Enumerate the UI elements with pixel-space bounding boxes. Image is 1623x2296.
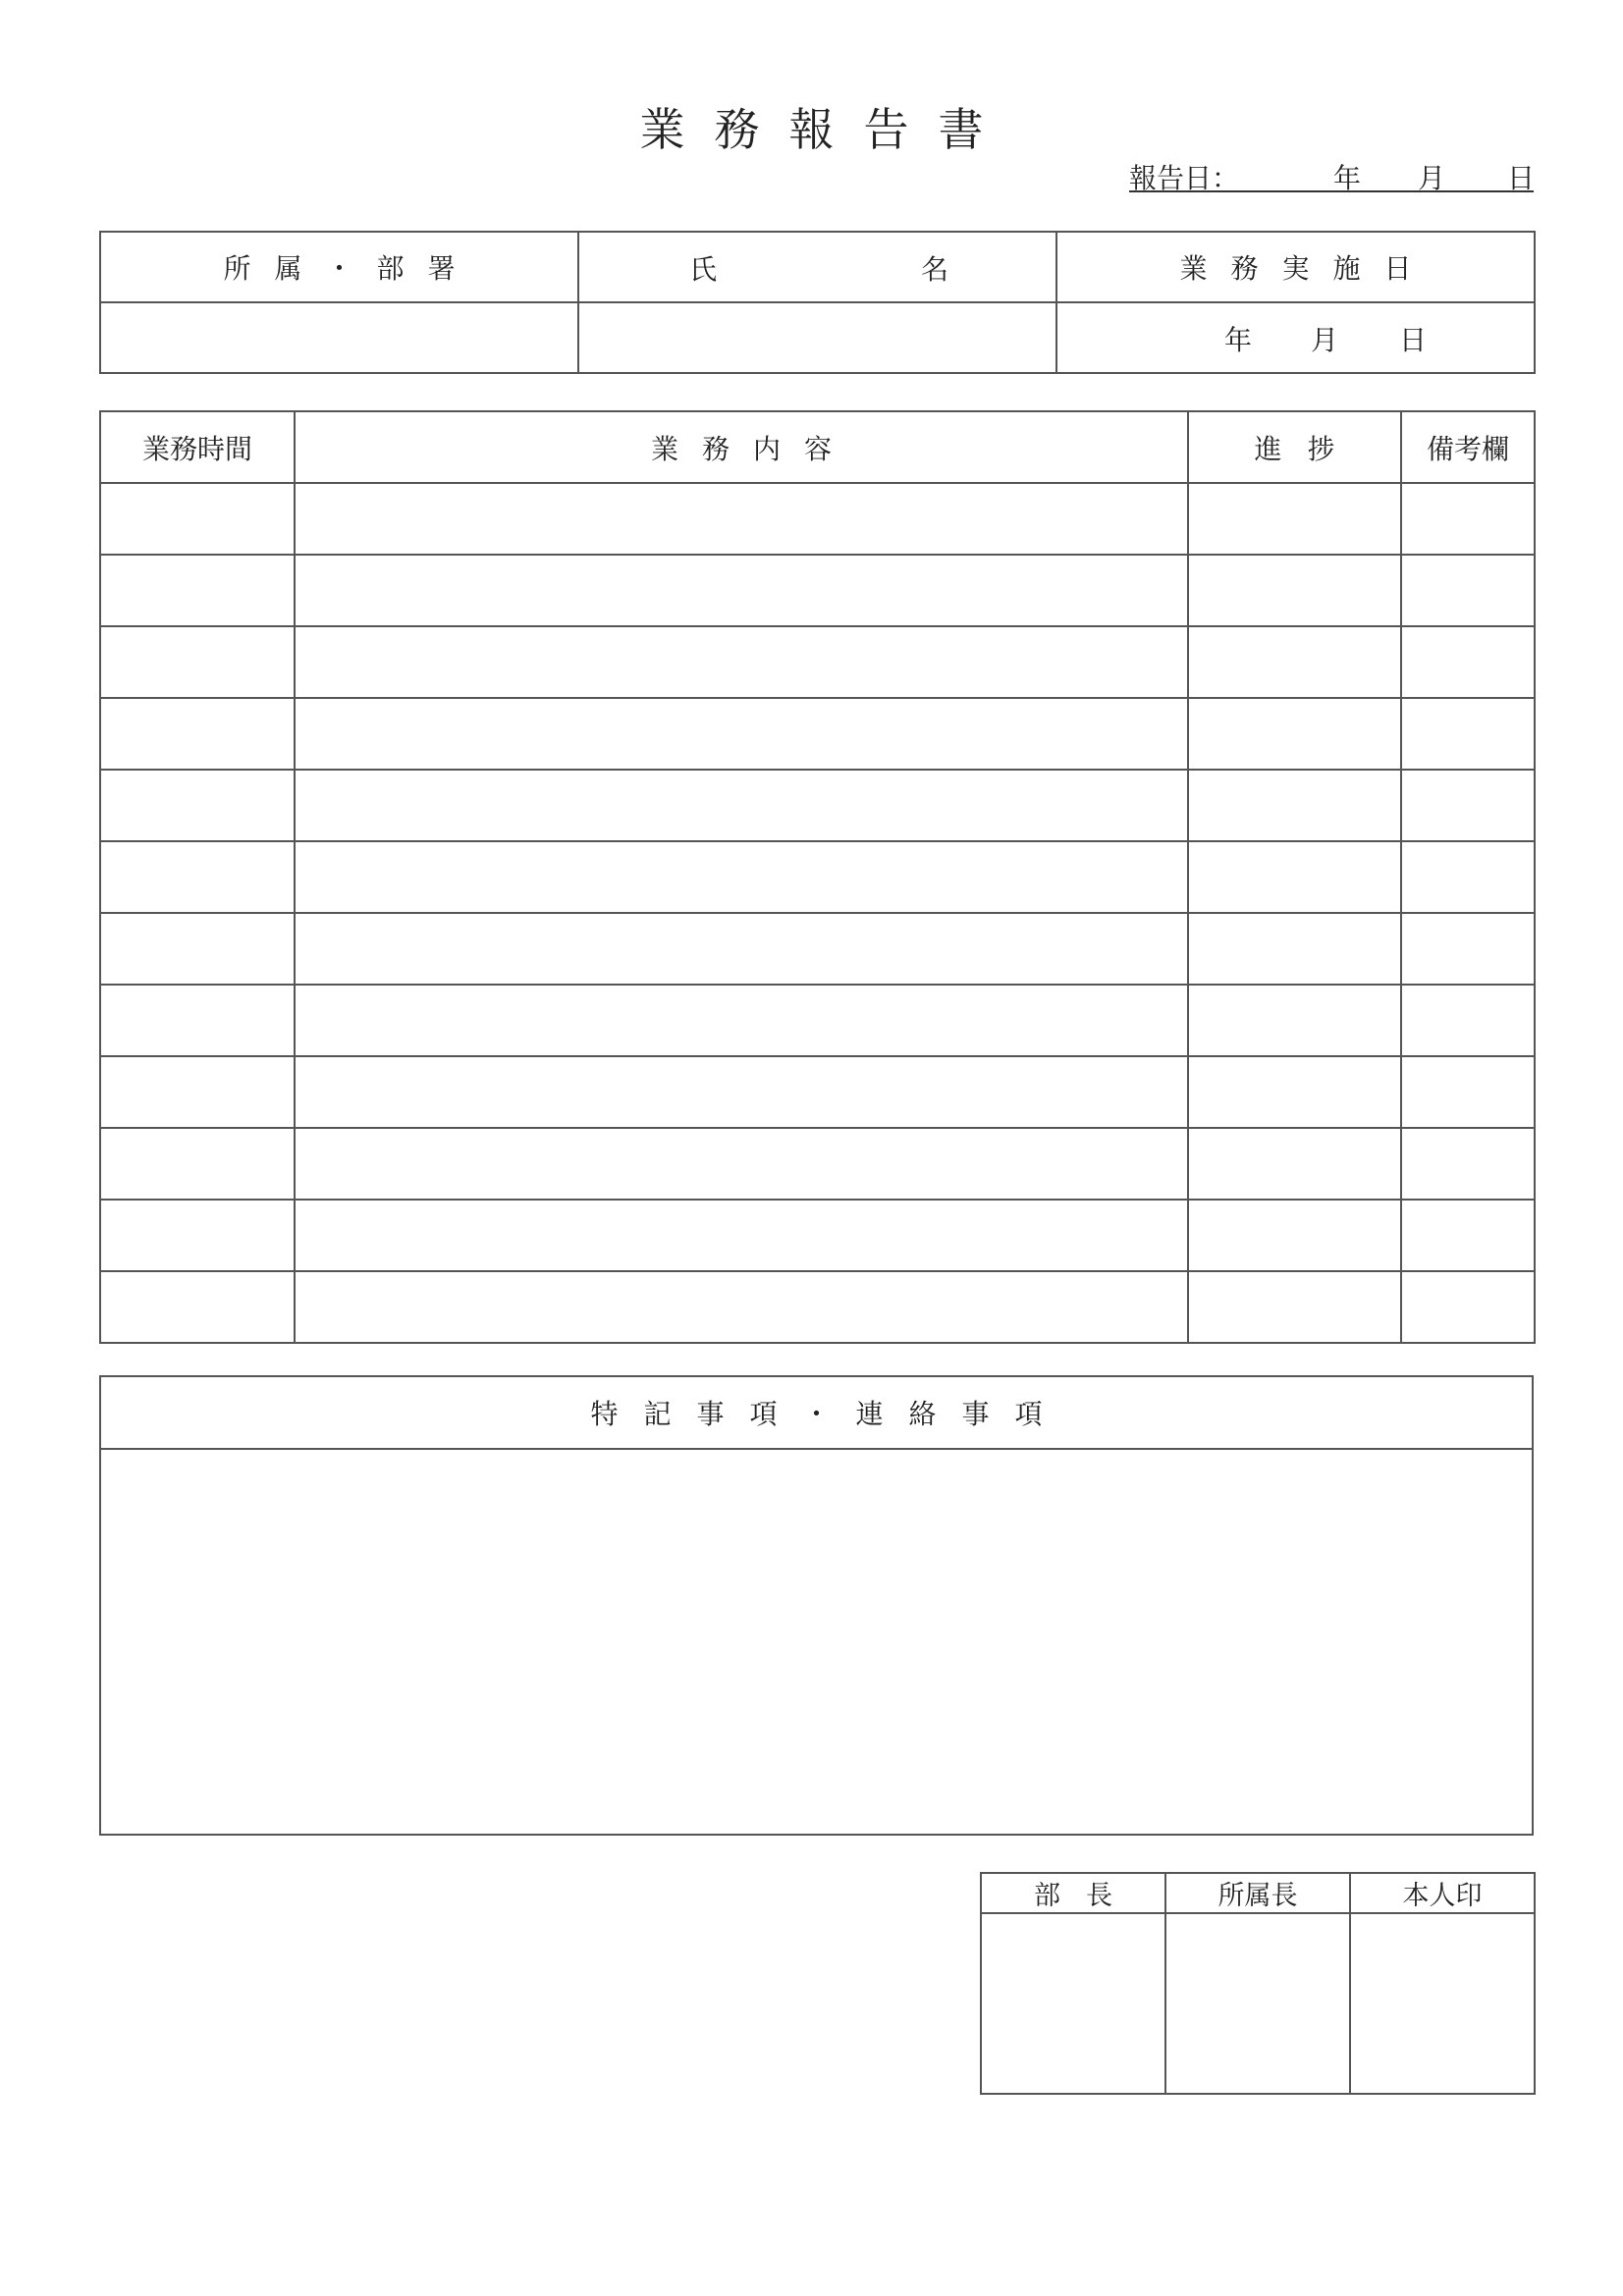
work-content-cell[interactable] [295, 985, 1188, 1056]
remarks-cell[interactable] [1401, 985, 1535, 1056]
table-row [100, 626, 1535, 698]
remarks-cell[interactable] [1401, 483, 1535, 555]
work-content-cell[interactable] [295, 1200, 1188, 1271]
name-field[interactable] [578, 302, 1056, 373]
work-date-month: 月 [1311, 324, 1339, 356]
work-rows [100, 483, 1535, 1343]
work-time-cell[interactable] [100, 1128, 295, 1200]
work-content-cell[interactable] [295, 698, 1188, 770]
work-date-day: 日 [1399, 324, 1428, 356]
progress-cell[interactable] [1188, 483, 1401, 555]
progress-cell[interactable] [1188, 1271, 1401, 1343]
remarks-cell[interactable] [1401, 841, 1535, 913]
progress-cell[interactable] [1188, 913, 1401, 985]
progress-cell[interactable] [1188, 555, 1401, 626]
remarks-cell[interactable] [1401, 698, 1535, 770]
work-time-cell[interactable] [100, 841, 295, 913]
work-time-cell[interactable] [100, 985, 295, 1056]
table-row [100, 555, 1535, 626]
header-remarks: 備考欄 [1401, 411, 1535, 483]
report-date-month: 月 [1418, 162, 1446, 194]
work-table [99, 410, 1536, 1344]
notes-header: 特記事項・連絡事項 [100, 1376, 1533, 1449]
stamp-header-section-chief: 所属長 [1165, 1873, 1350, 1913]
table-row [100, 1056, 1535, 1128]
work-time-cell[interactable] [100, 1200, 295, 1271]
progress-cell[interactable] [1188, 1128, 1401, 1200]
info-table [99, 231, 1536, 374]
work-content-cell[interactable] [295, 626, 1188, 698]
remarks-cell[interactable] [1401, 1200, 1535, 1271]
work-content-cell[interactable] [295, 1271, 1188, 1343]
work-time-cell[interactable] [100, 626, 295, 698]
progress-cell[interactable] [1188, 626, 1401, 698]
header-name-family: 氏 [689, 253, 718, 286]
work-time-cell[interactable] [100, 1056, 295, 1128]
work-time-cell[interactable] [100, 555, 295, 626]
work-content-cell[interactable] [295, 1056, 1188, 1128]
progress-cell[interactable] [1188, 985, 1401, 1056]
progress-cell[interactable] [1188, 770, 1401, 841]
table-row [100, 841, 1535, 913]
report-date-day: 日 [1507, 162, 1536, 194]
header-name [578, 232, 1056, 302]
table-row [100, 483, 1535, 555]
work-content-cell[interactable] [295, 913, 1188, 985]
work-time-cell[interactable] [100, 698, 295, 770]
work-content-cell[interactable] [295, 841, 1188, 913]
table-row [100, 1128, 1535, 1200]
report-date-year: 年 [1333, 162, 1362, 194]
work-time-cell[interactable] [100, 913, 295, 985]
table-row [100, 1200, 1535, 1271]
work-content-cell[interactable] [295, 770, 1188, 841]
header-work-content: 業務内容 [295, 411, 1188, 483]
header-name-given: 名 [921, 253, 949, 286]
stamp-box-self[interactable] [1350, 1913, 1535, 2094]
remarks-cell[interactable] [1401, 1128, 1535, 1200]
page-title: 業務報告書 [639, 103, 1013, 156]
remarks-cell[interactable] [1401, 626, 1535, 698]
work-date-year: 年 [1224, 324, 1253, 356]
stamp-box-section-chief[interactable] [1165, 1913, 1350, 2094]
header-work-date: 業務実施日 [1056, 232, 1535, 302]
remarks-cell[interactable] [1401, 1056, 1535, 1128]
header-department: 所属・部署 [100, 232, 578, 302]
table-row [100, 698, 1535, 770]
work-content-cell[interactable] [295, 1128, 1188, 1200]
table-row [100, 913, 1535, 985]
notes-table [99, 1375, 1534, 1836]
stamp-header-self: 本人印 [1350, 1873, 1535, 1913]
remarks-cell[interactable] [1401, 770, 1535, 841]
remarks-cell[interactable] [1401, 1271, 1535, 1343]
progress-cell[interactable] [1188, 841, 1401, 913]
report-date-line[interactable] [1129, 153, 1534, 192]
work-content-cell[interactable] [295, 555, 1188, 626]
stamp-box-manager[interactable] [981, 1913, 1165, 2094]
progress-cell[interactable] [1188, 698, 1401, 770]
report-date-label: 報告日： [1129, 162, 1240, 194]
remarks-cell[interactable] [1401, 555, 1535, 626]
progress-cell[interactable] [1188, 1056, 1401, 1128]
remarks-cell[interactable] [1401, 913, 1535, 985]
work-content-cell[interactable] [295, 483, 1188, 555]
notes-field[interactable] [100, 1449, 1533, 1835]
work-date-field[interactable] [1056, 302, 1535, 373]
work-time-cell[interactable] [100, 1271, 295, 1343]
department-field[interactable] [100, 302, 578, 373]
table-row [100, 1271, 1535, 1343]
progress-cell[interactable] [1188, 1200, 1401, 1271]
work-time-cell[interactable] [100, 770, 295, 841]
stamp-table [980, 1872, 1536, 2095]
table-row [100, 985, 1535, 1056]
work-time-cell[interactable] [100, 483, 295, 555]
header-progress: 進捗 [1188, 411, 1401, 483]
header-work-time: 業務時間 [100, 411, 295, 483]
table-row [100, 770, 1535, 841]
stamp-header-manager: 部長 [981, 1873, 1165, 1913]
